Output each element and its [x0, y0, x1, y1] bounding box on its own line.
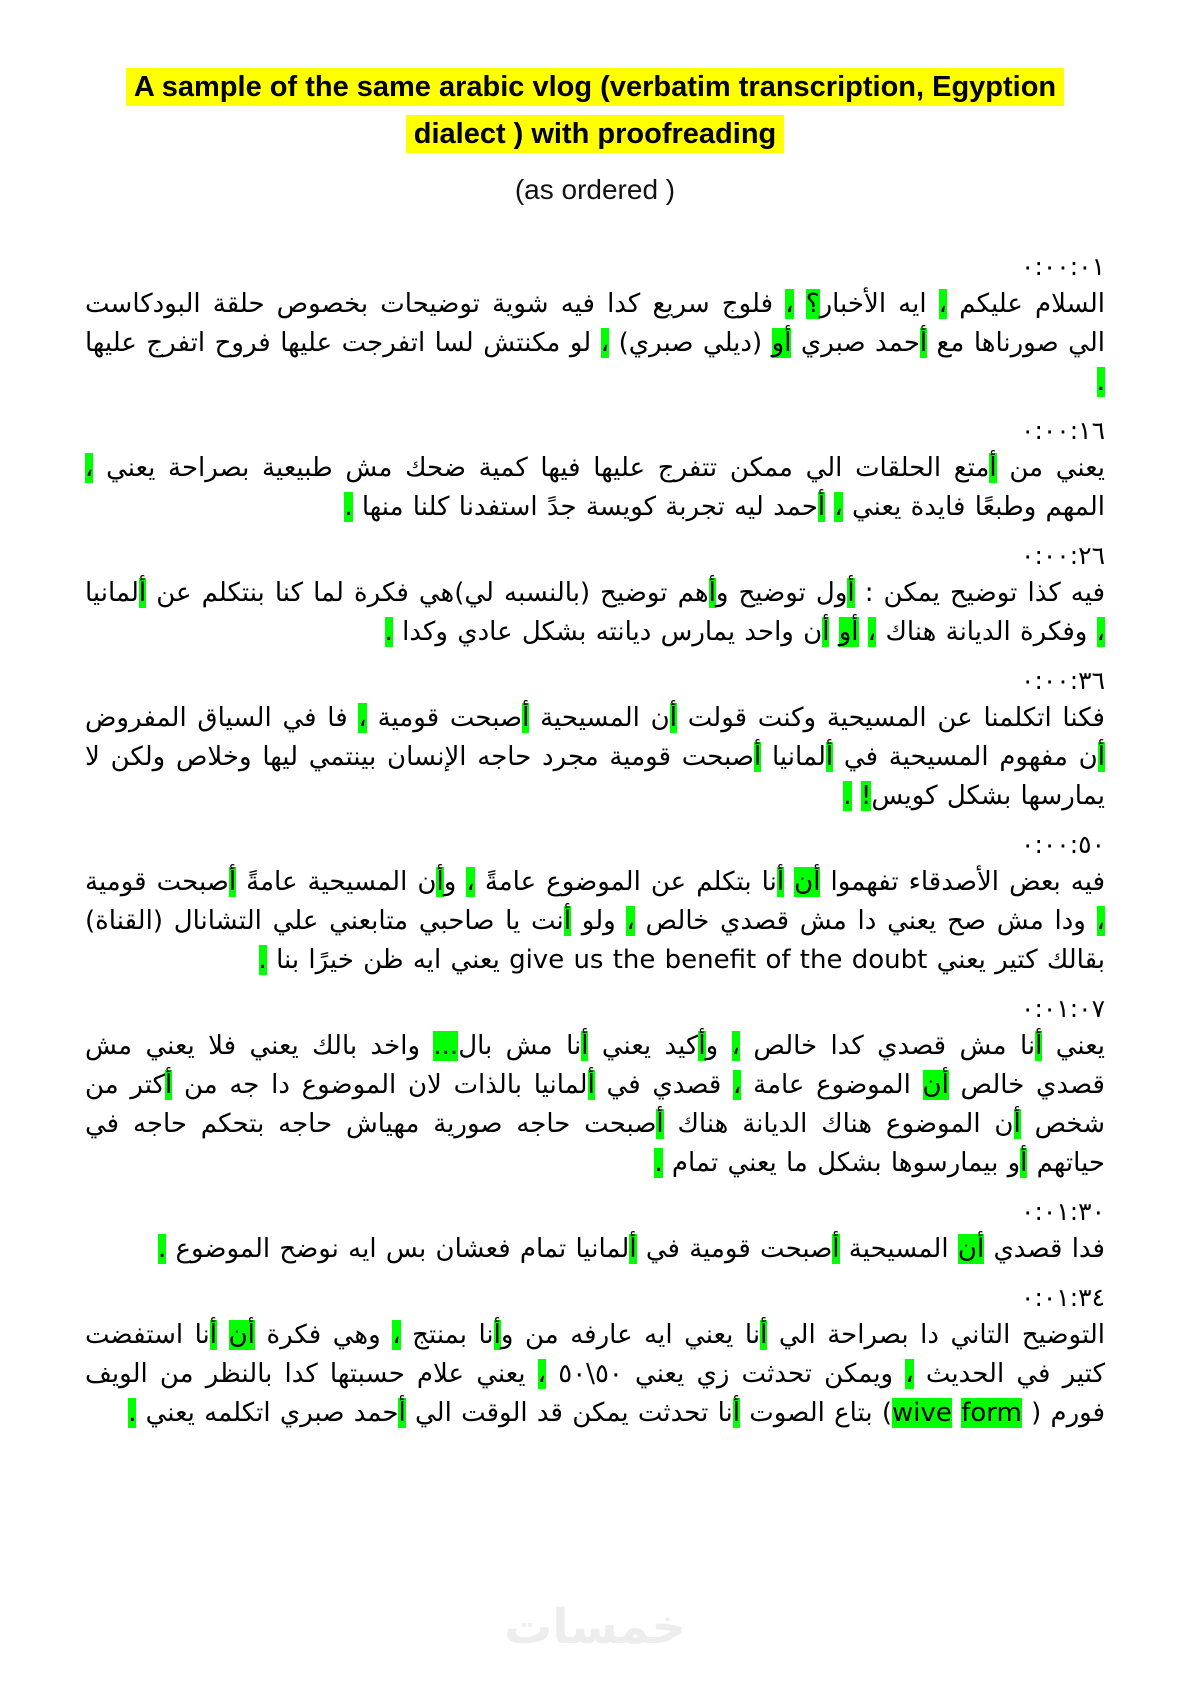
proofread-highlight: أ — [989, 452, 997, 483]
title-line — [85, 64, 1105, 111]
text-run: حمد ليه تجربة كويسة جدً استفدنا كلنا منها — [352, 491, 818, 522]
proofread-highlight: أ — [754, 741, 762, 772]
text-run: خبار — [819, 288, 864, 319]
text-run: نا تحدثت يمكن قد الوقت الي — [405, 1397, 733, 1428]
transcript-paragraph — [85, 285, 1105, 402]
proofread-highlight: أن — [228, 1319, 255, 1350]
proofread-highlight: ، — [1096, 616, 1105, 647]
proofread-highlight: ، — [85, 452, 94, 483]
text-run: صبحت قومية — [366, 702, 523, 733]
text-run: نا استفضت كتير في الحديث — [85, 1319, 1105, 1389]
proofread-highlight: أ — [817, 491, 826, 522]
proofread-highlight: . — [157, 1233, 167, 1264]
text-run: كتر من شخص — [85, 1069, 1105, 1139]
proofread-highlight: form — [961, 1397, 1022, 1428]
proofread-highlight: . — [128, 1397, 137, 1428]
text-run: صبحت قومية في — [636, 1233, 833, 1264]
proofread-highlight: ، — [905, 1358, 914, 1389]
proofread-highlight: ، — [834, 491, 843, 522]
text-run — [794, 289, 806, 319]
timestamp: ٠:٠٠:١٦ — [1021, 415, 1105, 445]
proofread-highlight: أ — [629, 1233, 637, 1264]
text-run: و — [443, 866, 467, 897]
proofread-highlight: . — [344, 491, 353, 522]
proofread-highlight: ، — [600, 327, 610, 358]
timestamp: ٠:٠١:٠٧ — [1021, 993, 1105, 1023]
timestamp: ٠:٠١:٣٠ — [1021, 1196, 1105, 1226]
text-run: و — [705, 1030, 732, 1061]
timestamp: ٠:٠٠:٣٦ — [1021, 665, 1105, 695]
timestamp: ٠:٠٠:٥٠ — [1021, 829, 1105, 859]
text-run: لو مكنتش لسا اتفرجت عليها فروح اتفرج عليها — [85, 327, 601, 358]
proofread-highlight: ، — [466, 866, 475, 897]
text-run: و بيمارسوها بشكل ما يعني تمام — [662, 1147, 1021, 1178]
proofread-highlight: . — [1096, 366, 1105, 397]
text-run: نا بمنتج — [400, 1319, 494, 1350]
title-highlight: A sample of the same arabic vlog (verbatim transcription, Egyption — [126, 68, 1064, 106]
text-run: لمانيا تمام فعشان بس ايه نوضح الموضوع — [166, 1233, 630, 1264]
proofread-highlight: ، — [358, 702, 367, 733]
text-run: وفكرة الديانة هناك — [876, 616, 1097, 647]
transcript-paragraph — [85, 574, 1105, 652]
text-run: ن مفهوم المسيحية في — [833, 741, 1098, 772]
text-run: السلام عليكم — [947, 288, 1106, 319]
text-run: فيه كذا توضيح يمكن : — [854, 577, 1106, 608]
transcript-paragraph — [85, 449, 1105, 527]
text-run: ن المسيحية عامةً — [236, 866, 437, 897]
proofread-highlight: أ — [1020, 1147, 1028, 1178]
proofread-highlight: أن — [957, 1233, 985, 1264]
text-run: يعني — [1042, 1030, 1106, 1061]
proofread-highlight: . — [654, 1147, 663, 1178]
text-run: الموضوع عامة — [741, 1069, 923, 1100]
transcript-section — [85, 830, 1105, 980]
text-run: ايه ال — [863, 288, 939, 319]
text-run: يعني من — [996, 452, 1105, 483]
proofread-highlight: ، — [733, 1069, 742, 1100]
text-run: صدقاء تفهموا — [820, 866, 977, 897]
transcript — [85, 252, 1105, 1433]
text-run — [952, 1398, 961, 1428]
transcript-section — [85, 416, 1105, 527]
text-run: نت يا صاحبي متابعني علي التشانال (القناة) بقالك كتير يعني — [85, 905, 1105, 975]
proofread-highlight: أ — [493, 1319, 501, 1350]
proofread-highlight: أ — [822, 616, 830, 647]
text-run: ويمكن تحدثت زي يعني ٥٠\٥٠ — [546, 1358, 906, 1389]
text-run — [825, 492, 834, 522]
text-run — [852, 781, 861, 811]
text-run: وهي فكرة — [254, 1319, 393, 1350]
proofread-highlight: أن — [922, 1069, 949, 1100]
proofread-highlight: أ — [1097, 741, 1106, 772]
timestamp: ٠:٠٠:٠١ — [1021, 251, 1105, 281]
proofread-highlight: wive — [892, 1397, 952, 1428]
proofread-highlight: ، — [731, 1030, 740, 1061]
transcript-paragraph — [85, 699, 1105, 816]
text-run: نا مش بال — [458, 1030, 582, 1061]
text-run: ودا مش صح يعني دا مش قصدي خالص — [634, 905, 1097, 936]
text-run: give us the benefit of the doubt — [509, 944, 928, 975]
text-run: ن الموضوع هناك الديانة هناك — [663, 1108, 1014, 1139]
text-run: ن المسيحية — [529, 702, 670, 733]
proofread-highlight: أ — [522, 702, 530, 733]
proofread-highlight: أ — [919, 327, 928, 358]
text-run: لمانيا — [761, 741, 826, 772]
text-run — [859, 617, 868, 647]
proofread-highlight: أ — [209, 1319, 218, 1350]
proofread-highlight: أ — [656, 1108, 664, 1139]
proofread-highlight: . — [843, 780, 852, 811]
watermark-logo: خمسات — [504, 1599, 686, 1655]
proofread-highlight: أ — [732, 1397, 740, 1428]
proofread-highlight: أ — [832, 1233, 840, 1264]
proofread-highlight: أ — [398, 1397, 406, 1428]
proofread-highlight: ، — [938, 288, 948, 319]
proofread-highlight: أو — [838, 616, 859, 647]
text-run: ) بتاع الصوت — [739, 1397, 893, 1428]
text-run: حمد صبري — [791, 327, 920, 358]
proofread-highlight: أ — [760, 1319, 768, 1350]
proofread-highlight: ، — [392, 1319, 401, 1350]
text-run: المهم وطبعًا فايدة يعني — [842, 491, 1105, 522]
text-run: قصدي في — [594, 1069, 734, 1100]
transcript-section — [85, 666, 1105, 816]
proofread-highlight: أ — [776, 866, 785, 897]
proofread-highlight: أو — [771, 327, 792, 358]
proofread-highlight: . — [384, 616, 393, 647]
subtitle: (as ordered ) — [514, 173, 676, 205]
text-run: فدا قصدي — [984, 1233, 1105, 1264]
text-run: فكنا اتكلمنا عن المسيحية وكنت قولت — [676, 702, 1105, 733]
text-run: ول توضيح و — [715, 577, 848, 608]
proofread-highlight: ... — [433, 1030, 459, 1061]
text-run: هم توضيح (بالنسبه لي)هي فكرة لما كنا بنتكلم عن — [146, 577, 709, 608]
proofread-highlight: أ — [436, 866, 444, 897]
proofread-highlight: ، — [626, 905, 635, 936]
text-run: نسان بينتمي ليها وخلاص ولكن لا يمارسها بشكل كويس — [85, 741, 1105, 811]
proofread-highlight: أ — [1035, 1030, 1043, 1061]
text-run: فيه بعض ال — [976, 866, 1105, 897]
text-run — [784, 867, 794, 897]
proofread-highlight: أ — [581, 1030, 589, 1061]
proofread-highlight: أ — [563, 905, 572, 936]
text-run: ولو — [571, 905, 627, 936]
transcript-section — [85, 1197, 1105, 1269]
proofread-highlight: ! — [860, 780, 872, 811]
proofread-highlight: ، — [867, 616, 877, 647]
proofread-highlight: أ — [708, 577, 716, 608]
proofread-highlight: ، — [537, 1358, 547, 1389]
transcript-paragraph — [85, 863, 1105, 980]
text-run: فا في السياق المفروض — [85, 702, 359, 733]
text-run: حمد صبري اتكلمه يعني — [136, 1397, 399, 1428]
proofread-highlight: ، — [785, 288, 794, 319]
proofread-highlight: أ — [825, 741, 834, 772]
text-run — [829, 617, 838, 647]
transcript-section — [85, 252, 1105, 402]
proofread-highlight: أن — [794, 866, 821, 897]
proofread-highlight: أ — [669, 702, 677, 733]
text-run: لمانيا بالذات لان الموضوع دا جه من — [172, 1069, 588, 1100]
proofread-highlight: أ — [228, 866, 237, 897]
page-title — [85, 64, 1105, 158]
transcript-section — [85, 541, 1105, 652]
transcript-paragraph — [85, 1230, 1105, 1269]
proofread-highlight: أ — [138, 577, 147, 608]
text-run: صبحت قومية مجرد حاجه ال — [444, 741, 755, 772]
text-run: ن واحد يمارس ديانته بشكل عادي وكدا — [392, 616, 823, 647]
proofread-highlight: أ — [165, 1069, 173, 1100]
text-run: واخد بالك يعني فلا يعني مش قصدي خالص — [85, 1030, 1105, 1100]
text-run: المسيحية — [839, 1233, 958, 1264]
timestamp: ٠:٠١:٣٤ — [1021, 1282, 1105, 1312]
text-run: نا مش قصدي كدا خالص — [739, 1030, 1036, 1061]
proofread-highlight: ، — [1096, 905, 1105, 936]
text-run: كيد يعني — [588, 1030, 699, 1061]
text-run — [217, 1320, 229, 1350]
text-run: (ديلي صبري) — [609, 327, 772, 358]
text-run: التوضيح التاني دا بصراحة الي — [767, 1319, 1105, 1350]
proofread-highlight: أ — [847, 577, 855, 608]
text-run: صبحت قومية — [85, 866, 229, 897]
proofread-highlight: . — [258, 944, 267, 975]
title-highlight: dialect ) with proofreading — [406, 115, 785, 153]
transcript-paragraph — [85, 1027, 1105, 1183]
text-run: يعني علام حسبتها كدا بالنظر من الويف فورم ( — [85, 1358, 1105, 1428]
text-run: نا يعني ايه عارفه من و — [500, 1319, 761, 1350]
text-run: صبحت حاجه صورية مهياش حاجه بتحكم حاجه في حياتهم — [85, 1108, 1105, 1178]
text-run: لمانيا — [85, 577, 139, 608]
text-run: فلوج سريع كدا فيه شوية توضيحات بخصوص حلقة البودكاست الي صورناها مع — [85, 288, 1105, 358]
proofread-highlight: أ — [587, 1069, 595, 1100]
transcript-section — [85, 994, 1105, 1183]
transcript-section — [85, 1283, 1105, 1433]
text-run: نا بتكلم عن الموضوع عامةً — [474, 866, 777, 897]
text-run: يعني ايه ظن خيرًا بنا — [266, 944, 510, 975]
transcript-paragraph — [85, 1316, 1105, 1433]
proofread-highlight: أ — [698, 1030, 706, 1061]
proofread-highlight: ؟ — [805, 288, 820, 319]
title-line — [85, 111, 1105, 158]
proofread-highlight: أ — [1013, 1108, 1021, 1139]
timestamp: ٠:٠٠:٢٦ — [1021, 540, 1105, 570]
text-run: متع الحلقات الي ممكن تتفرج عليها فيها كمية ضحك مش طبيعية بصراحة يعني — [93, 452, 990, 483]
